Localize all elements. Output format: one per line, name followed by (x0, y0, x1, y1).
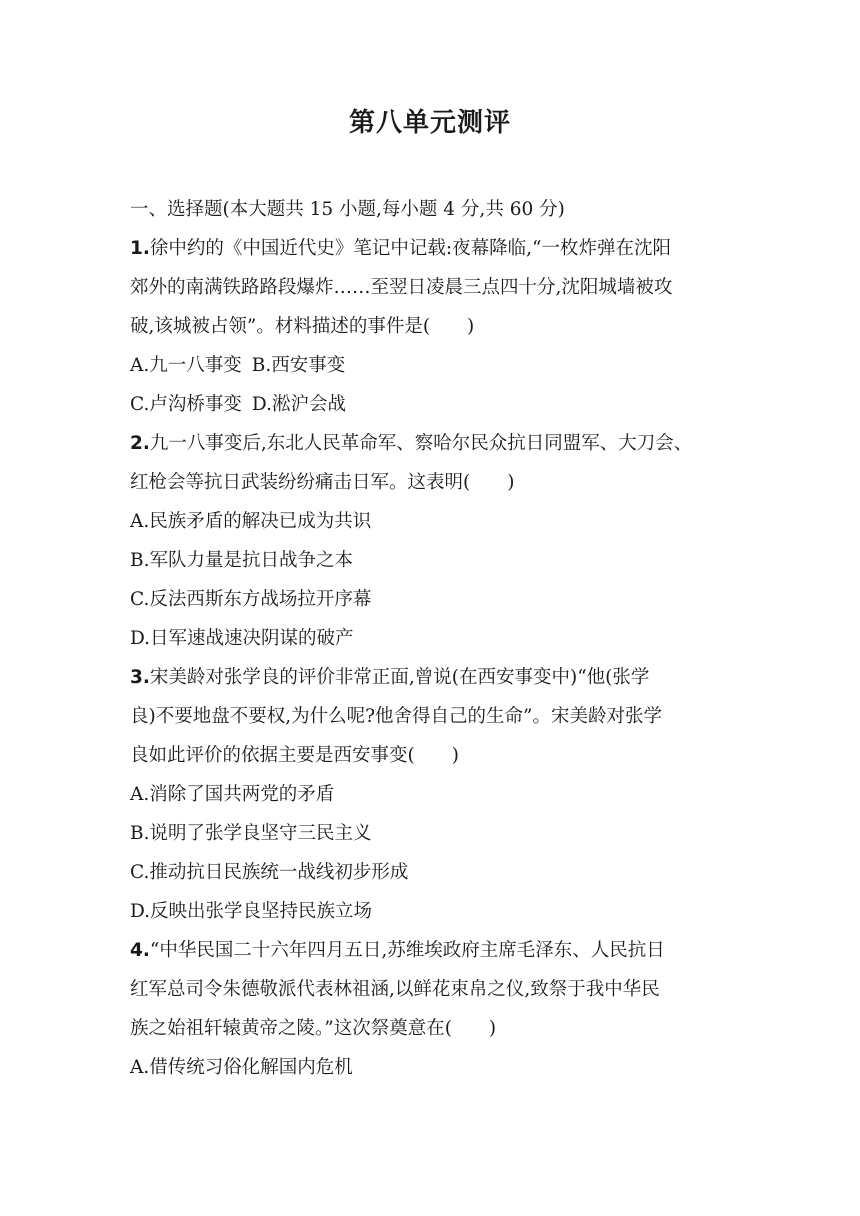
question-3-line-3: 良如此评价的依据主要是西安事变( ) (130, 745, 459, 766)
question-2-line-2: 红枪会等抗日武装纷纷痛击日军。这表明( ) (130, 472, 515, 493)
question-1-option-b: B.西安事变 (251, 355, 346, 376)
question-4-text: “中华民国二十六年四月五日,苏维埃政府主席毛泽东、人民抗日 (149, 940, 665, 961)
question-3-option-a: A.消除了国共两党的矛盾 (130, 784, 335, 805)
question-4-line-1 (130, 931, 730, 970)
question-3-text: 宋美龄对张学良的评价非常正面,曾说(在西安事变中)“他(张学 (149, 667, 650, 688)
question-2-option-a: A.民族矛盾的解决已成为共识 (130, 511, 372, 532)
section-heading: 一、选择题(本大题共 15 小题,每小题 4 分,共 60 分) (130, 199, 565, 220)
question-2-option-b: B.军队力量是抗日战争之本 (130, 550, 353, 571)
question-1-line-3: 破,该城被占领”。材料描述的事件是( ) (130, 316, 475, 337)
question-2-text: 九一八事变后,东北人民革命军、察哈尔民众抗日同盟军、大刀会、 (149, 433, 693, 454)
question-1-line-2: 郊外的南满铁路路段爆炸……至翌日凌晨三点四十分,沈阳城墙被攻 (130, 277, 673, 298)
question-1-options-ab (130, 346, 730, 385)
question-3-option-b: B.说明了张学良坚守三民主义 (130, 823, 372, 844)
question-2-option-d: D.日军速战速决阴谋的破产 (130, 628, 354, 649)
question-3-line-2: 良)不要地盘不要权,为什么呢?他舍得自己的生命”。宋美龄对张学 (130, 706, 662, 727)
question-2-line-1 (130, 424, 730, 463)
question-1-line-1 (130, 229, 730, 268)
question-1-option-d: D.淞沪会战 (251, 394, 346, 415)
question-3-line-1 (130, 658, 730, 697)
question-3-option-c: C.推动抗日民族统一战线初步形成 (130, 862, 409, 883)
question-3-number: 3. (130, 667, 150, 688)
question-3-option-d: D.反映出张学良坚持民族立场 (130, 901, 373, 922)
question-4-number: 4. (130, 940, 150, 961)
page-title: 第八单元测评 (348, 108, 511, 138)
question-2-option-c: C.反法西斯东方战场拉开序幕 (130, 589, 372, 610)
question-2-number: 2. (130, 433, 150, 454)
question-1-number: 1. (130, 238, 150, 259)
question-4-line-2: 红军总司令朱德敬派代表林祖涵,以鲜花束帛之仪,致祭于我中华民 (130, 979, 660, 1000)
question-list (130, 190, 730, 1087)
question-4-line-3: 族之始祖轩辕黄帝之陵。”这次祭奠意在( ) (130, 1018, 497, 1039)
question-1-text: 徐中约的《中国近代史》笔记中记载:夜幕降临,“一枚炸弹在沈阳 (149, 238, 671, 259)
question-1-option-a: A.九一八事变 (130, 355, 242, 376)
question-1-option-c: C.卢沟桥事变 (130, 394, 242, 415)
question-4-option-a: A.借传统习俗化解国内危机 (130, 1057, 353, 1078)
question-1-options-cd (130, 385, 730, 424)
